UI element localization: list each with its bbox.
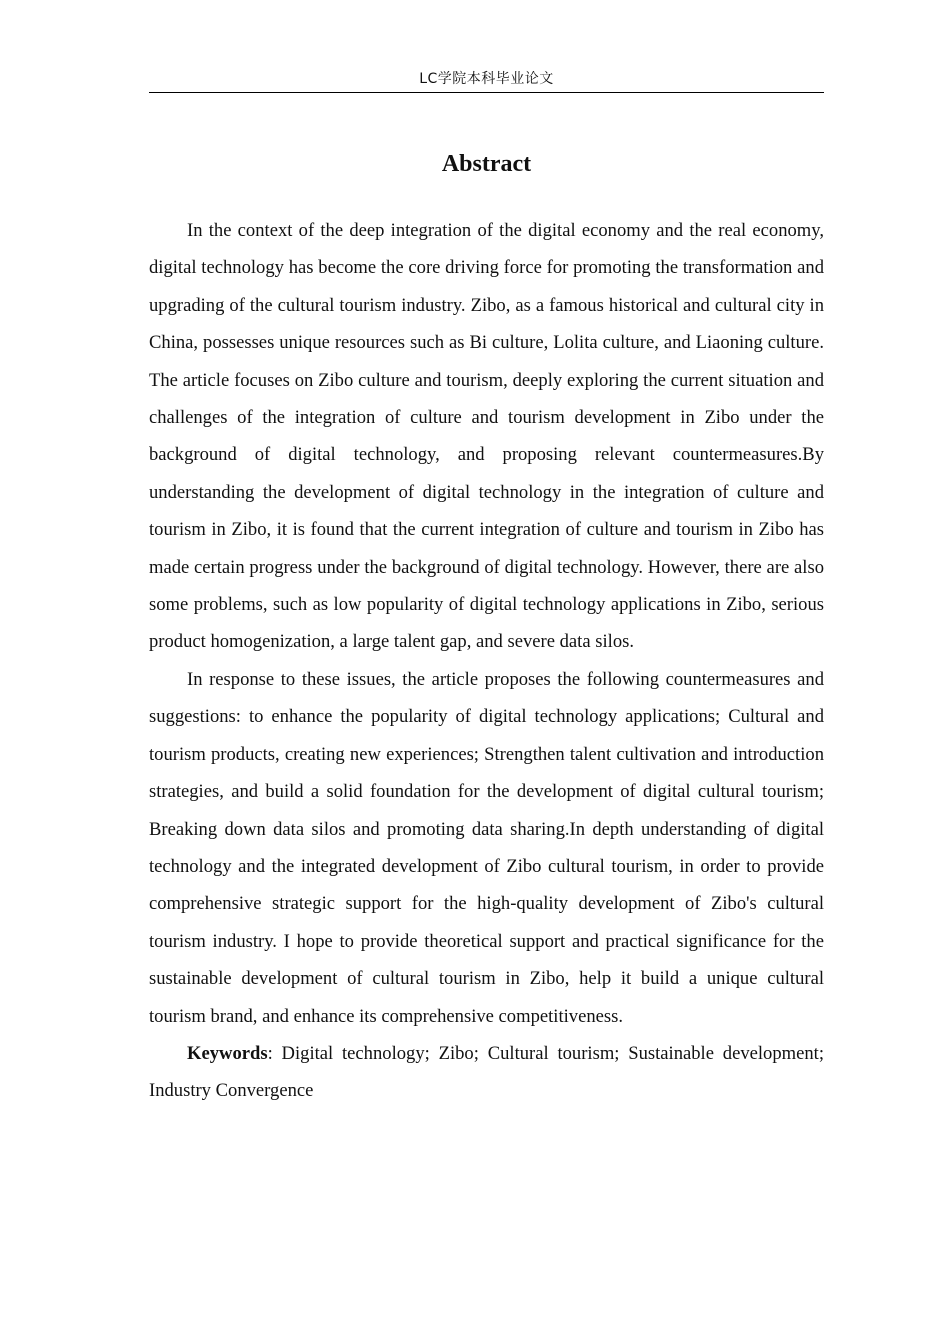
abstract-paragraph-2: In response to these issues, the article proposes the following countermeasures and suggestions: to enhance the popularity of digital technology applications; Cultural and tourism products, creating new experiences; Strengthen talent cultivation and introduction strategies, and build a solid foundation for the development of digital cultural tourism; Breaking down data silos and promoting data sharing.In depth understanding of digital technology and the integrated development of Zibo cultural tourism, in order to provide comprehensive strategic support for the high-quality development of Zibo's cultural tourism industry. I hope to provide theoretical support and practical significance for the sustainable development of cultural tourism in Zibo, help it build a unique cultural tourism brand, and enhance its comprehensive competitiveness.	[149, 668, 824, 1027]
page-header	[149, 66, 824, 93]
keywords-text: : Digital technology; Zibo; Cultural tourism; Sustainable development; Industry Convergence	[149, 1042, 824, 1102]
keywords-label: Keywords	[187, 1042, 268, 1064]
running-title: LC学院本科毕业论文	[419, 71, 554, 87]
abstract-paragraph-1: In the context of the deep integration of the digital economy and the real economy, digital technology has become the core driving force for promoting the transformation and upgrading of the cultural tourism industry. Zibo, as a famous historical and cultural city in China, possesses unique resources such as Bi culture, Lolita culture, and Liaoning culture. The article focuses on Zibo culture and tourism, deeply exploring the current situation and challenges of the integration of culture and tourism development in Zibo under the background of digital technology, and proposing relevant countermeasures.By understanding the development of digital technology in the integration of culture and tourism in Zibo, it is found that the current integration of culture and tourism in Zibo has made certain progress under the background of digital technology. However, there are also some problems, such as low popularity of digital technology applications in Zibo, serious product homogenization, a large talent gap, and severe data silos.	[149, 220, 824, 653]
abstract-body	[149, 212, 824, 1110]
abstract-title: Abstract	[441, 151, 532, 177]
keywords-line	[149, 1035, 824, 1110]
